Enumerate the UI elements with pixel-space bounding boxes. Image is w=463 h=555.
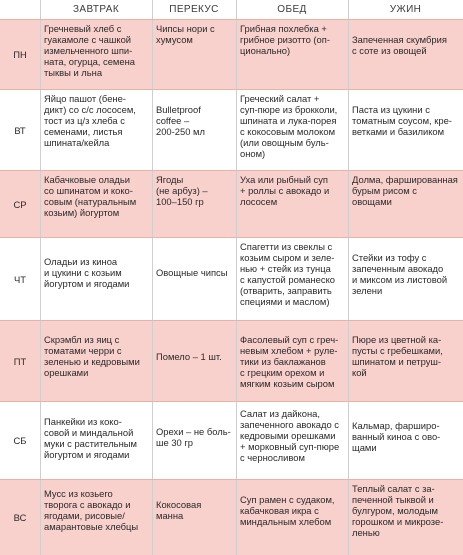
day-label: СБ (13, 435, 27, 446)
lunch-cell: Грибная похлебка + грибное ризотто (оп- ционально) (240, 23, 330, 56)
dinner-cell: Кальмар, фарширо- ванный киноа с ово- щами (352, 420, 441, 453)
lunch-cell: Фасолевый суп с греч- невым хлебом + руле- тики из баклажанов с грецким орехом и мягким козьим сыром (240, 334, 339, 389)
row-divider (0, 19, 463, 20)
column-divider (236, 0, 237, 555)
day-label: ПТ (13, 355, 27, 367)
table-row-thu (0, 238, 463, 320)
dinner-cell: Стейки из тофу с запеченным авокадо и миксом из листовой зелени (352, 252, 448, 296)
table-row-sun (0, 480, 463, 555)
breakfast-cell: Панкейки из коко- совой и миндальной муки с растительным йогуртом и ягодами (44, 416, 137, 460)
table-row-wed (0, 171, 463, 237)
row-divider (0, 320, 463, 321)
table-row-tue (0, 90, 463, 170)
table-row-sat (0, 402, 463, 479)
column-divider (152, 0, 153, 555)
dinner-cell: Запеченная скумбрия с соте из овощей (352, 34, 447, 56)
row-divider (0, 237, 463, 238)
header-lunch: ОБЕД (277, 4, 307, 15)
breakfast-cell: Яйцо пашот (бене- дикт) со с/с лососем, тост из ц/з хлеба с семенами, листья шпината/кейла (44, 93, 136, 148)
lunch-cell: Уха или рыбный суп + роллы с авокадо и лососем (240, 174, 330, 207)
day-label: ВС (13, 512, 27, 523)
snack-cell: Орехи – не боль- ше 30 гр (156, 426, 231, 448)
dinner-cell: Теплый салат с за- печенной тыквой и булгуром, молодым горошком и микрозе- ленью (352, 483, 444, 538)
column-divider (40, 0, 41, 555)
dinner-cell: Пюре из цветной ка- пусты с гребешками, шпинатом и петруш- кой (352, 334, 443, 378)
breakfast-cell: Гречневый хлеб с гуакамоле с чашкой измельченного шпи- ната, огурца, семена тыквы и льна (44, 23, 135, 78)
day-label: ЧТ (14, 273, 26, 285)
lunch-cell: Суп рамен с судаком, кабачковая икра с миндальным хлебом (240, 494, 335, 527)
breakfast-cell: Скрэмбл из яиц с томатами черри с зеленью и кедровыми орешками (44, 334, 140, 378)
snack-cell: Чипсы нори с хумусом (156, 23, 215, 45)
row-divider (0, 401, 463, 402)
dinner-cell: Долма, фаршированная бурым рисом с овощами (352, 174, 458, 207)
lunch-cell: Салат из дайкона, запеченного авокадо с кедровыми орешками + морковный суп-пюре с черносливом (240, 408, 340, 463)
snack-cell: Кокосовая манна (156, 499, 202, 521)
dinner-cell: Паста из цукини с томатным соусом, кре- ветками и базиликом (352, 104, 452, 137)
header-breakfast: ЗАВТРАК (72, 4, 120, 15)
row-divider (0, 170, 463, 171)
breakfast-cell: Кабачковые оладьи со шпинатом и коко- совым (натуральным козьим) йогуртом (44, 174, 137, 218)
lunch-cell: Греческий салат + суп-пюре из брокколи, шпината и лука-порея с кокосовым молоком (или овощным буль- оном) (240, 93, 338, 159)
header-snack: ПЕРЕКУС (169, 4, 219, 15)
breakfast-cell: Мусс из козьего творога с авокадо и ягодами, рисовые/ амарантовые хлебцы (44, 488, 139, 532)
row-divider (0, 479, 463, 480)
day-label: ПН (13, 49, 27, 60)
header-dinner: УЖИН (389, 4, 422, 15)
breakfast-cell: Оладьи из киноа и цукини с козьим йогуртом и ягодами (44, 256, 130, 289)
lunch-cell: Спагетти из свеклы с козьим сыром и зеле- нью + стейк из тунца с капустой романеско (отварить, заправить специями и маслом) (240, 241, 335, 307)
snack-cell: Помело – 1 шт. (156, 351, 222, 362)
day-label: ВТ (14, 124, 26, 136)
snack-cell: Овощные чипсы (156, 267, 228, 278)
table-row-fri (0, 321, 463, 401)
snack-cell: Ягоды (не арбуз) – 100–150 гр (156, 174, 208, 207)
column-divider (348, 0, 349, 555)
day-label: СР (13, 198, 27, 210)
row-divider (0, 89, 463, 90)
snack-cell: Bulletproof coffee – 200-250 мл (156, 104, 205, 137)
table-row-mon (0, 20, 463, 89)
